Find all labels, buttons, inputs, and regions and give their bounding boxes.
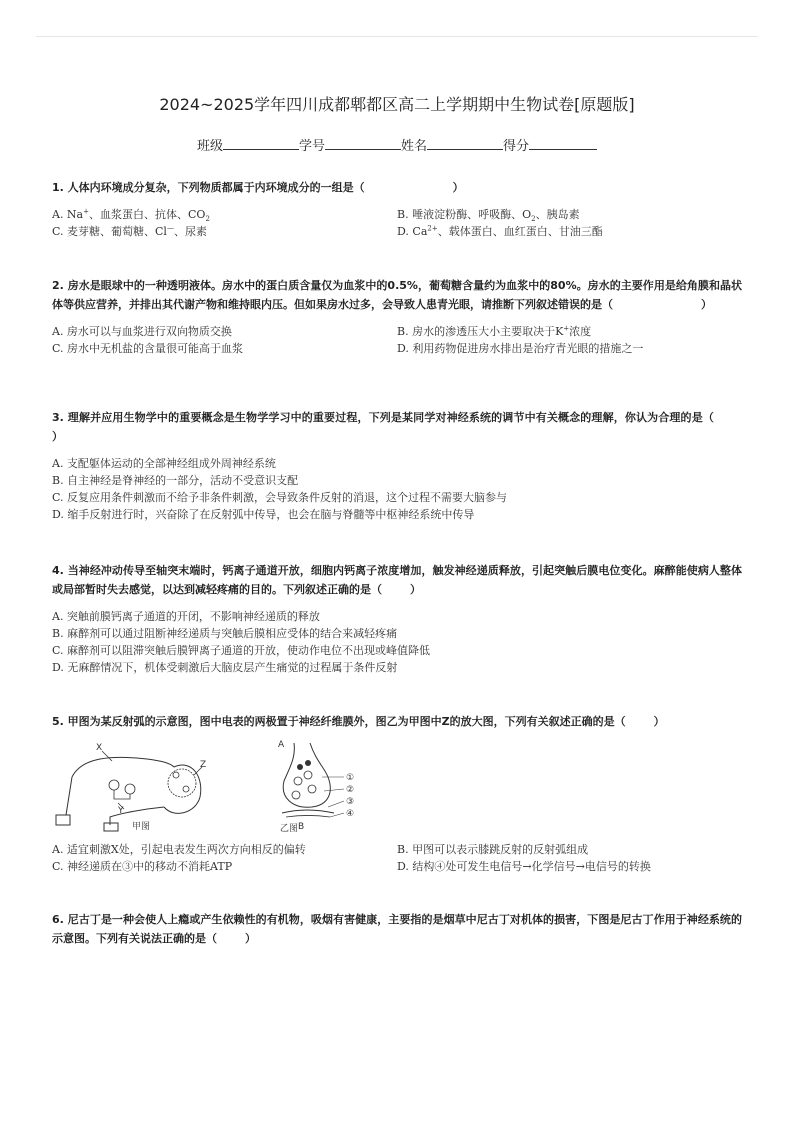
option-b[interactable]: B. 甲图可以表示膝跳反射的反射弧组成 [397, 843, 589, 856]
student-info-line [0, 135, 794, 154]
label-3: ③ [346, 797, 355, 807]
option-a[interactable]: A. 房水可以与血浆进行双向物质交换 [52, 325, 232, 338]
label-1: ① [346, 773, 355, 783]
meter-2-icon [125, 784, 135, 794]
options [52, 841, 742, 875]
figure-jia-caption: 甲图 [132, 822, 151, 832]
effector-box [104, 823, 118, 831]
option-d[interactable]: D. 无麻醉情况下，机体受刺激后大脑皮层产生痛觉的过程属于条件反射 [52, 661, 398, 674]
question-4 [52, 561, 742, 676]
question-3 [52, 408, 742, 523]
label-4: ④ [346, 809, 355, 819]
question-5-figures [52, 737, 742, 832]
student-id-label: 学号 [298, 139, 325, 154]
label-a: A [278, 740, 285, 750]
question-stem: 2. 房水是眼球中的一种透明液体。房水中的蛋白质含量仅为血浆中的0.5%，葡萄糖含量约为血浆中的80%。房水的主要作用是给角膜和晶状体等供应营养，并排出其代谢产物和维持眼内压。但如果房水过多，会导致人患青光眼，请推断下列叙述错误的是（ ） [52, 279, 742, 311]
class-blank[interactable] [223, 137, 299, 150]
option-b[interactable]: B. 自主神经是脊神经的一部分，活动不受意识支配 [52, 474, 299, 487]
label-b: B [298, 822, 305, 832]
page-title: 2024~2025学年四川成都郫都区高二上学期期中生物试卷[原题版] [159, 95, 635, 114]
option-d[interactable]: D. 缩手反射进行时，兴奋除了在反射弧中传导，也会在脑与脊髓等中枢神经系统中传导 [52, 508, 475, 521]
option-c[interactable]: C. 反复应用条件刺激而不给予非条件刺激，会导致条件反射的消退，这个过程不需要大脑参与 [52, 491, 508, 504]
option-b[interactable]: B. 房水的渗透压大小主要取决于K+浓度 [397, 324, 592, 338]
question-2 [52, 276, 742, 357]
score-label: 得分 [503, 139, 530, 154]
option-a[interactable]: A. 突触前膜钙离子通道的开闭，不影响神经递质的释放 [52, 610, 320, 623]
option-d[interactable]: D. 利用药物促进房水排出是治疗青光眼的措施之一 [397, 342, 644, 355]
option-c[interactable]: C. 麻醉剂可以阻滞突触后膜钾离子通道的开放，使动作电位不出现或峰值降低 [52, 644, 431, 657]
options [52, 323, 742, 357]
option-b[interactable]: B. 唾液淀粉酶、呼吸酶、$O_2$、胰岛素 [397, 208, 580, 224]
question-stem: 1. 人体内环境成分复杂，下列物质都属于内环境成分的一组是（ ） [52, 181, 464, 194]
reflex-arc-figure [52, 737, 212, 832]
question-1 [52, 178, 742, 240]
score-blank[interactable] [529, 137, 597, 150]
question-6 [52, 910, 742, 948]
question-stem: 5. 甲图为某反射弧的示意图，图中电表的两极置于神经纤维膜外，图乙为甲图中Z的放大图，下列有关叙述正确的是（ ） [52, 715, 665, 728]
option-a[interactable]: A. 支配躯体运动的全部神经组成外周神经系统 [52, 457, 276, 470]
figure-yi-caption: 乙图 [280, 824, 299, 832]
option-c[interactable]: C. 房水中无机盐的含量很可能高于血浆 [52, 342, 244, 355]
label-y: Y [118, 806, 124, 816]
option-a[interactable]: A. Na+、血浆蛋白、抗体、$CO_2$ [52, 207, 210, 224]
student-id-blank[interactable] [325, 137, 401, 150]
class-label: 班级 [196, 139, 223, 154]
option-c[interactable]: C. 神经递质在③中的移动不消耗ATP [52, 860, 233, 873]
synapse-figure [272, 737, 382, 832]
question-stem: 3. 理解并应用生物学中的重要概念是生物学学习中的重要过程，下列是某同学对神经系统的调节中有关概念的理解，你认为合理的是（） [52, 411, 714, 443]
name-label: 姓名 [401, 139, 428, 154]
option-b[interactable]: B. 麻醉剂可以通过阻断神经递质与突触后膜相应受体的结合来减轻疼痛 [52, 627, 398, 640]
option-d[interactable]: D. $Ca^{2+}$、载体蛋白、血红蛋白、甘油三酯 [397, 224, 603, 238]
option-a[interactable]: A. 适宜刺激X处，引起电表发生两次方向相反的偏转 [52, 843, 306, 856]
receptor-box [56, 815, 70, 825]
question-stem: 6. 尼古丁是一种会使人上瘾或产生依赖性的有机物，吸烟有害健康，主要指的是烟草中尼古丁对机体的损害，下图是尼古丁作用于神经系统的示意图。下列有关说法正确的是（ ） [52, 913, 742, 945]
name-blank[interactable] [427, 137, 503, 150]
option-d[interactable]: D. 结构④处可发生电信号→化学信号→电信号的转换 [397, 860, 651, 873]
question-stem: 4. 当神经冲动传导至轴突末端时，钙离子通道开放，细胞内钙离子浓度增加，触发神经递质释放，引起突触后膜电位变化。麻醉能使病人整体或局部暂时失去感觉，以达到减轻疼痛的目的。下列叙述正确的是（ ） [52, 564, 742, 596]
question-5 [52, 712, 742, 875]
label-2: ② [346, 785, 355, 795]
options [52, 608, 742, 676]
option-c[interactable]: C. 麦芽糖、葡萄糖、Cl—、尿素 [52, 224, 207, 238]
page-top-rule [36, 36, 758, 37]
options [52, 206, 742, 240]
options [52, 455, 742, 523]
meter-1-icon [109, 780, 119, 790]
label-z: Z [200, 760, 207, 770]
label-x: X [96, 743, 103, 753]
